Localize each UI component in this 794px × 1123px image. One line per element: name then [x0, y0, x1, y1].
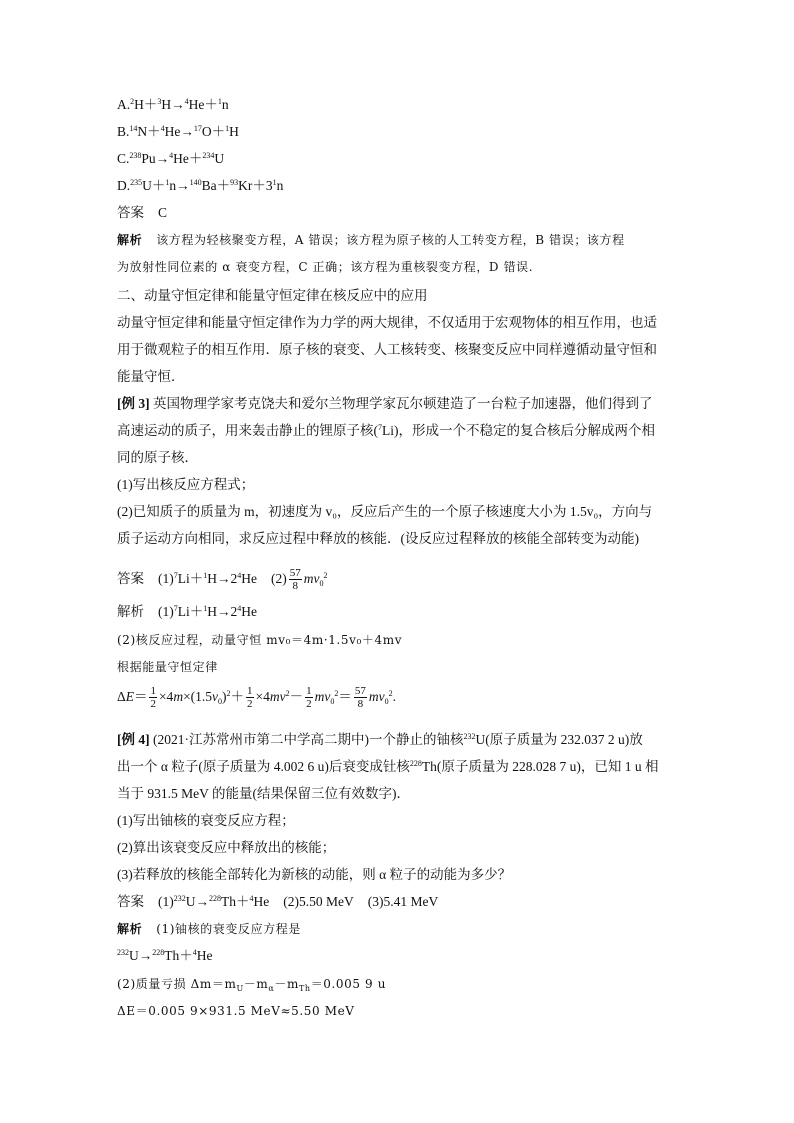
example-3-energy-equation: ΔE＝ $\frac{1}{2}$ $\times 4m\times(1.5v_0)^2+$ $\frac{1}{2}$ $\times 4mv^2-$ $\frac{1}{2}$ $mv_0^2=$ $\frac{57}{8}$ $mv_0^2$. [117, 685, 397, 711]
example-4-question-2: (2)算出该衰变反应中释放出的核能； [117, 840, 336, 855]
option-a: A.$^2$H＋$^3$H→$^4$He＋$^1$n [117, 97, 229, 112]
example-4-line-1: [例 4] (2021·江苏常州市第二中学高二期中)一个静止的铀核$^{232}$U(原子质量为 232.037 2 u)放 [117, 732, 643, 747]
example-4-analysis-1: 解析 (1)铀核的衰变反应方程是 [117, 922, 302, 936]
example-3-line-2: 高速运动的质子，用来轰击静止的锂原子核($^7$Li)，形成一个不稳定的复合核后分解成两个相 [117, 423, 655, 438]
example-3-question-2b: 质子运动方向相同，求反应过程中释放的核能．(设反应过程释放的核能全部转变为动能) [117, 531, 639, 546]
example-4-decay-equation: $^{232}$U→$^{228}$Th＋$^4$He [117, 948, 213, 963]
example-3-question-1: (1)写出核反应方程式； [117, 477, 255, 492]
example-4-line-2: 出一个 α 粒子(原子质量为 4.002 6 u)后衰变成钍核$^{228}$Th(原子质量为 228.028 7 u)，已知 1 u 相 [117, 759, 659, 774]
section-2-heading: 二、动量守恒定律和能量守恒定律在核反应中的应用 [117, 288, 428, 303]
section-2-paragraph-line-3: 能量守恒． [117, 369, 185, 384]
option-c: C.$^{238}$Pu→$^4$He＋$^{234}$U [117, 151, 225, 166]
example-3-line-3: 同的原子核． [117, 450, 198, 465]
example-3-analysis-3: 根据能量守恒定律 [117, 660, 218, 674]
example-3-line-1: [例 3] 英国物理学家考克饶夫和爱尔兰物理学家瓦尔顿建造了一台粒子加速器，他们得到了 [117, 396, 653, 411]
example-4-answer: 答案 $(1)^{232}U\to^{228}Th+^4He$ (2)5.50 MeV (3)5.41 MeV [117, 894, 439, 909]
analysis-1-line-1: 解析 该方程为轻核聚变方程，A 错误；该方程为原子核的人工转变方程，B 错误；该方程 [117, 233, 625, 247]
analysis-1-line-2: 为放射性同位素的 α 衰变方程，C 正确；该方程为重核裂变方程，D 错误. [117, 260, 534, 274]
example-3-tag: [例 3] [117, 396, 150, 411]
section-2-paragraph-line-1: 动量守恒定律和能量守恒定律作为力学的两大规律，不仅适用于宏观物体的相互作用，也适 [117, 315, 657, 330]
example-4-question-1: (1)写出铀核的衰变反应方程； [117, 813, 295, 828]
example-4-analysis-3: (2)质量亏损 $\Delta m=m_U-m_\alpha-m_{Th}=0.005$ 9 u [117, 977, 387, 993]
example-4-analysis-4: ΔE＝0.005 9×931.5 MeV≈5.50 MeV [117, 1004, 355, 1018]
answer-label: 答案 [117, 205, 144, 220]
example-4-line-3: 当于 931.5 MeV 的能量(结果保留三位有效数字)． [117, 786, 410, 801]
answer-value: C [158, 205, 168, 220]
example-3-analysis-1: 解析 $(1)^7Li+^1H\to 2^4He$ [117, 604, 257, 619]
example-3-answer: 答案 $(1)^7Li+^1H\to 2^4He$ (2) $\frac{57}{8}$ $mv_0^2$ [117, 567, 328, 593]
option-d: $D.^{235}U+^1n\to^{140}Ba+^{93}Kr+3^1n$ [117, 178, 284, 193]
example-3-analysis-2: (2)核反应过程，动量守恒 mv₀＝4m·1.5v₀＋4mv [117, 633, 403, 647]
option-b: B.$^{14}$N＋$^4$He→$^{17}$O＋$^1$H [117, 124, 239, 139]
example-4-question-3: (3)若释放的核能全部转化为新核的动能，则 α 粒子的动能为多少？ [117, 867, 512, 882]
example-4-tag: [例 4] [117, 732, 150, 747]
example-3-question-2a: (2)已知质子的质量为 m，初速度为 v₀，反应后产生的一个原子核速度大小为 1.5v₀，方向与 [117, 504, 653, 519]
answer-1 [117, 204, 714, 222]
fraction: $\frac{57}{8}$ [289, 567, 301, 593]
section-2-paragraph-line-2: 用于微观粒子的相互作用．原子核的衰变、人工核转变、核聚变反应中同样遵循动量守恒和 [117, 342, 657, 357]
